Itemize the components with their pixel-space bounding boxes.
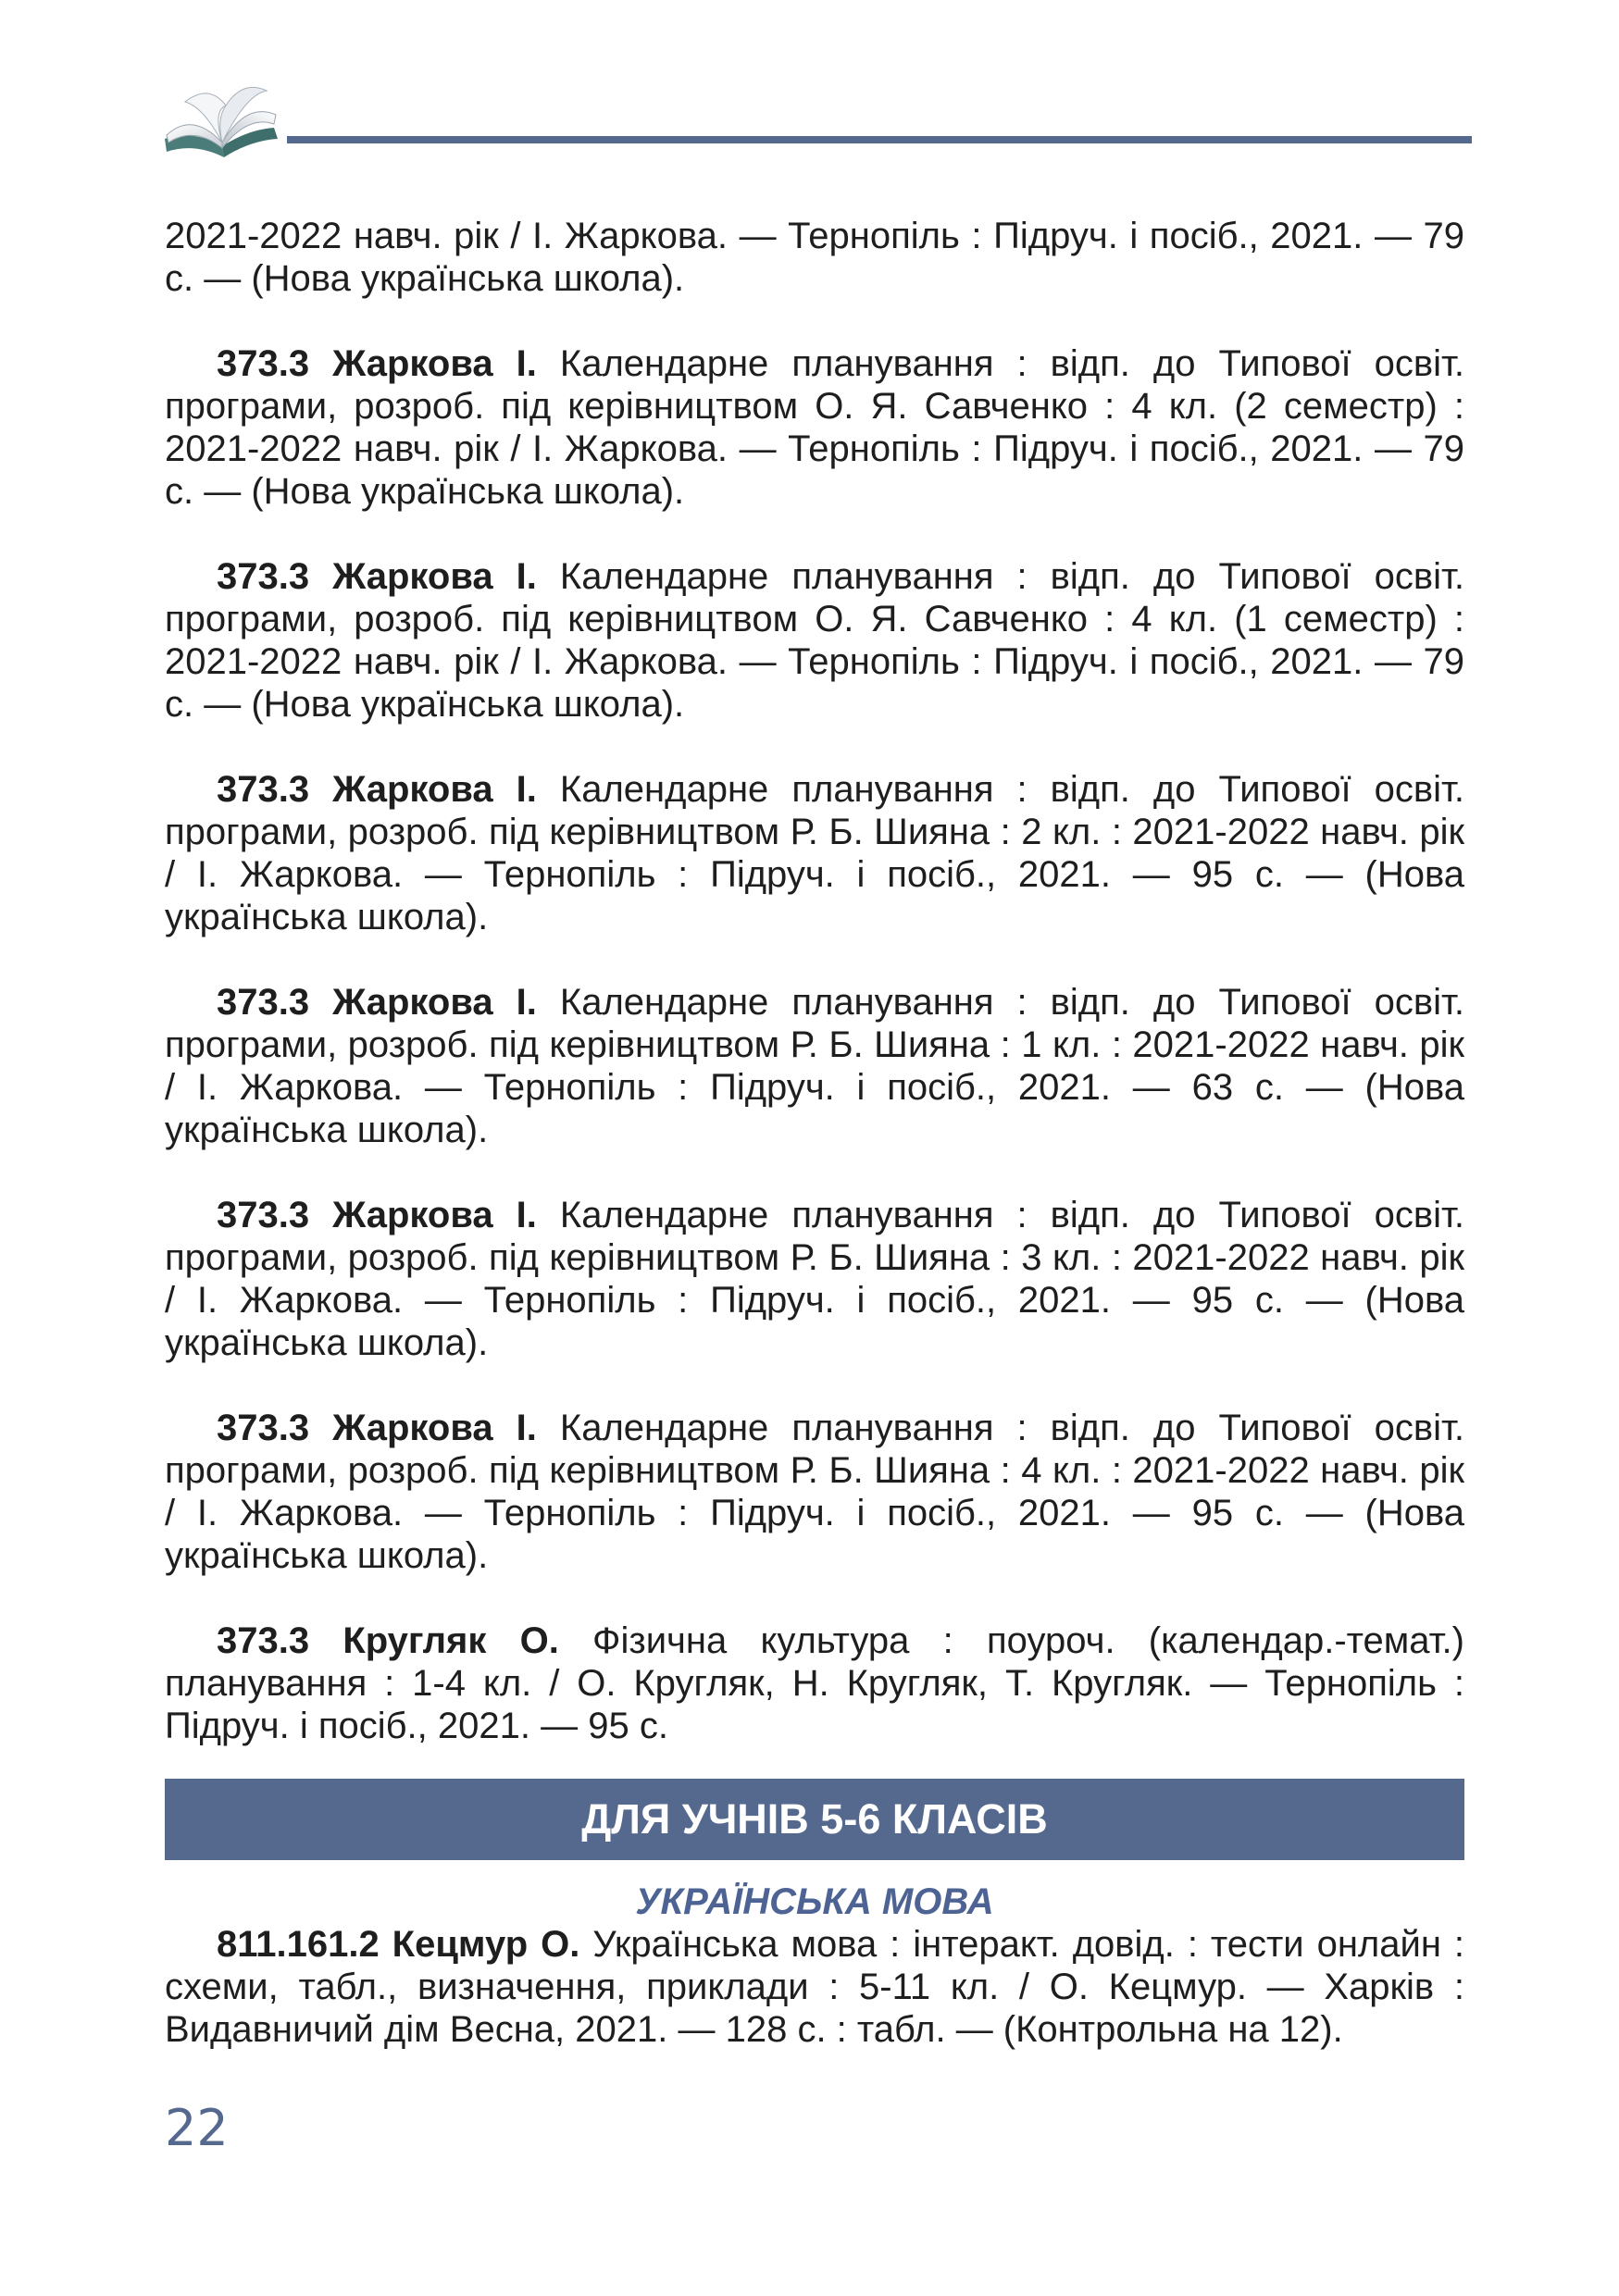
- entry-text: Фізична культура : поуроч. (календар.-темат.) планування : 1-4 кл. / О. Кругляк, Н. Кругляк, Т. Кругляк. — Тернопіль : Підруч. і посіб., 2021. — 95 с.: [165, 1620, 1464, 1746]
- entry-text: Календарне планування : відп. до Типової освіт. програми, розроб. під керівництвом О. Я. Савченко : 4 кл. (2 семестр) : 2021-2022 навч. рік / І. Жаркова. — Тернопіль : Підруч. і посіб., 2021. — 79 с. — (Нова українська школа).: [165, 343, 1465, 512]
- bibliography-entry: [165, 981, 1464, 1151]
- entry-text: Календарне планування : відп. до Типової освіт. програми, розроб. під керівництвом Р. Б. Шияна : 4 кл. : 2021-2022 навч. рік / І. Жаркова. — Тернопіль : Підруч. і посіб., 2021. — 95 с. — (Нова українська школа).: [165, 1408, 1465, 1576]
- entry-lead: 373.3 Жаркова І.: [217, 769, 537, 810]
- bibliography-entry: [165, 342, 1464, 513]
- entry-lead: 373.3 Жаркова І.: [217, 982, 537, 1023]
- bibliography-entry: [165, 555, 1464, 726]
- entry-text: Українська мова : інтеракт. довід. : тести онлайн : схеми, табл., визначення, приклади : 5-11 кл. / О. Кецмур. — Харків : Видавничий дім Весна, 2021. — 128 с. : табл. — (Контрольна на 12).: [165, 1924, 1464, 2050]
- entry-text: Календарне планування : відп. до Типової освіт. програми, розроб. під керівництвом О. Я. Савченко : 4 кл. (1 семестр) : 2021-2022 навч. рік / І. Жаркова. — Тернопіль : Підруч. і посіб., 2021. — 79 с. — (Нова українська школа).: [165, 556, 1465, 725]
- entry-text: Календарне планування : відп. до Типової освіт. програми, розроб. під керівництвом Р. Б. Шияна : 1 кл. : 2021-2022 навч. рік / І. Жаркова. — Тернопіль : Підруч. і посіб., 2021. — 63 с. — (Нова українська школа).: [165, 982, 1465, 1150]
- entry-lead: 373.3 Жаркова І.: [217, 343, 537, 384]
- header-rule: [287, 136, 1472, 143]
- bibliography-entry: [165, 1620, 1464, 1747]
- bibliography-entry: [165, 1407, 1464, 1577]
- entry-lead: 373.3 Жаркова І.: [217, 1195, 537, 1235]
- entry-text: Календарне планування : відп. до Типової освіт. програми, розроб. під керівництвом Р. Б. Шияна : 3 кл. : 2021-2022 навч. рік / І. Жаркова. — Тернопіль : Підруч. і посіб., 2021. — 95 с. — (Нова українська школа).: [165, 1195, 1465, 1363]
- bibliography-entry: [165, 215, 1464, 300]
- entry-text: 2021-2022 навч. рік / І. Жаркова. — Тернопіль : Підруч. і посіб., 2021. — 79 с. — (Нова українська школа).: [165, 216, 1464, 299]
- bibliography-entry: [165, 1194, 1464, 1364]
- page-header: [157, 74, 1472, 167]
- entry-text: Календарне планування : відп. до Типової освіт. програми, розроб. під керівництвом Р. Б. Шияна : 2 кл. : 2021-2022 навч. рік / І. Жаркова. — Тернопіль : Підруч. і посіб., 2021. — 95 с. — (Нова українська школа).: [165, 769, 1465, 937]
- section-heading-band: ДЛЯ УЧНІВ 5-6 КЛАСІВ: [165, 1779, 1464, 1860]
- bibliography-entry: [165, 768, 1464, 938]
- open-book-icon: [157, 74, 287, 167]
- subsection-heading: УКРАЇНСЬКА МОВА: [635, 1881, 994, 1922]
- entry-lead: 811.161.2 Кецмур О.: [217, 1924, 580, 1965]
- entry-lead: 373.3 Кругляк О.: [217, 1620, 559, 1661]
- entry-lead: 373.3 Жаркова І.: [217, 556, 537, 597]
- entry-lead: 373.3 Жаркова І.: [217, 1408, 537, 1448]
- page-content: [165, 215, 1464, 2051]
- page-number: 22: [165, 2099, 229, 2157]
- bibliography-entry: [165, 1923, 1464, 2051]
